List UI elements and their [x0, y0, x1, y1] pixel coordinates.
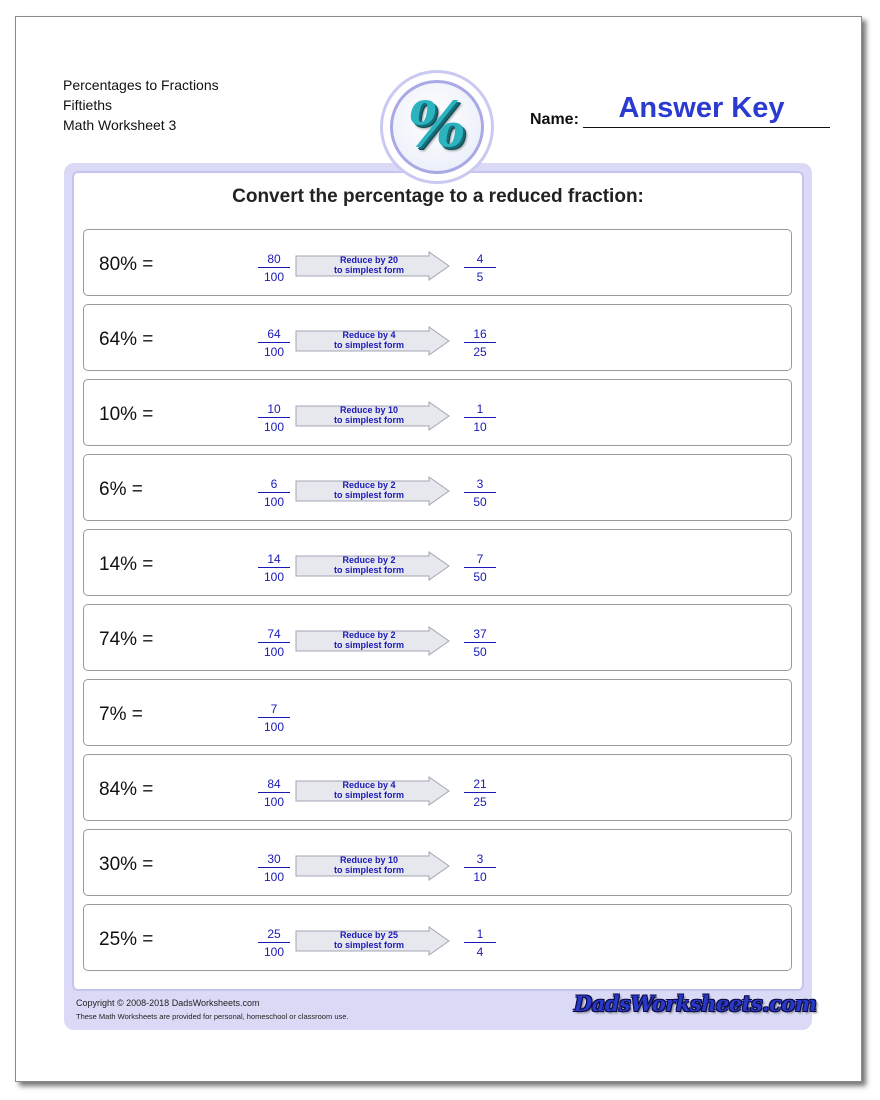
simplest-form-label: to simplest form	[333, 265, 404, 275]
percent-emblem-inner	[390, 80, 484, 174]
reduce-by-label: Reduce by 2	[342, 480, 396, 490]
answer-fraction-numerator: 16	[473, 327, 487, 341]
given-fraction-denominator: 100	[263, 495, 285, 509]
given-fraction-bar	[258, 267, 290, 268]
problem-row	[83, 229, 792, 296]
given-fraction	[258, 252, 290, 284]
worksheet-subtitle: Fiftieths	[63, 97, 113, 113]
answer-fraction-denominator: 50	[473, 645, 487, 659]
reduce-instruction	[295, 930, 443, 950]
answer-fraction-numerator: 1	[476, 927, 484, 941]
simplest-form-label: to simplest form	[333, 490, 404, 500]
answer-fraction-numerator: 4	[476, 252, 484, 266]
answer-fraction-bar	[464, 942, 496, 943]
given-fraction-bar	[258, 792, 290, 793]
reduce-by-label: Reduce by 4	[342, 780, 396, 790]
problem-row	[83, 754, 792, 821]
answer-fraction-bar	[464, 267, 496, 268]
given-fraction-numerator: 25	[267, 927, 281, 941]
answer-fraction	[464, 852, 496, 884]
brand-logo: DadsWorksheets.com	[574, 991, 817, 1016]
given-fraction	[258, 477, 290, 509]
given-fraction-denominator: 100	[263, 795, 285, 809]
given-fraction-numerator: 14	[267, 552, 281, 566]
reduce-instruction	[295, 480, 443, 500]
problem-prompt: 7% =	[99, 704, 143, 725]
answer-fraction	[464, 627, 496, 659]
answer-fraction-bar	[464, 417, 496, 418]
problem-prompt: 25% =	[99, 929, 154, 950]
given-fraction-bar	[258, 492, 290, 493]
problem-prompt: 14% =	[99, 554, 154, 575]
worksheet-title: Percentages to Fractions	[63, 77, 219, 93]
answer-fraction	[464, 927, 496, 959]
reduce-instruction	[295, 855, 443, 875]
answer-fraction-numerator: 1	[476, 402, 484, 416]
simplest-form-label: to simplest form	[333, 790, 404, 800]
problem-prompt: 74% =	[99, 629, 154, 650]
answer-fraction-numerator: 7	[476, 552, 484, 566]
problem-row	[83, 529, 792, 596]
reduce-by-label: Reduce by 2	[342, 555, 396, 565]
answer-fraction-denominator: 5	[476, 270, 484, 284]
answer-fraction-denominator: 50	[473, 495, 487, 509]
answer-fraction-denominator: 4	[476, 945, 484, 959]
given-fraction	[258, 627, 290, 659]
answer-fraction-bar	[464, 642, 496, 643]
reduce-by-label: Reduce by 20	[339, 255, 399, 265]
problem-row	[83, 304, 792, 371]
given-fraction-denominator: 100	[263, 570, 285, 584]
reduce-by-label: Reduce by 2	[342, 630, 396, 640]
answer-key-text: Answer Key	[618, 92, 785, 124]
given-fraction-bar	[258, 717, 290, 718]
given-fraction	[258, 327, 290, 359]
given-fraction-bar	[258, 642, 290, 643]
problem-row	[83, 904, 792, 971]
instructions: Convert the percentage to a reduced fraction:	[232, 186, 644, 207]
answer-fraction-denominator: 25	[473, 345, 487, 359]
reduce-instruction	[295, 555, 443, 575]
simplest-form-label: to simplest form	[333, 340, 404, 350]
given-fraction-denominator: 100	[263, 645, 285, 659]
given-fraction-bar	[258, 867, 290, 868]
reduce-instruction	[295, 405, 443, 425]
reduce-by-label: Reduce by 10	[339, 405, 399, 415]
answer-fraction-bar	[464, 567, 496, 568]
answer-fraction	[464, 477, 496, 509]
problem-prompt: 64% =	[99, 329, 154, 350]
answer-fraction-denominator: 50	[473, 570, 487, 584]
answer-fraction-denominator: 10	[473, 870, 487, 884]
name-underline	[583, 127, 830, 128]
worksheet-number: Math Worksheet 3	[63, 117, 177, 133]
problem-prompt: 30% =	[99, 854, 154, 875]
reduce-by-label: Reduce by 4	[342, 330, 396, 340]
name-label: Name:	[530, 111, 579, 128]
given-fraction	[258, 927, 290, 959]
given-fraction-denominator: 100	[263, 720, 285, 734]
answer-fraction	[464, 327, 496, 359]
given-fraction-numerator: 7	[270, 702, 278, 716]
answer-fraction	[464, 777, 496, 809]
given-fraction-denominator: 100	[263, 870, 285, 884]
given-fraction	[258, 402, 290, 434]
answer-fraction-denominator: 10	[473, 420, 487, 434]
given-fraction-numerator: 80	[267, 252, 281, 266]
answer-fraction	[464, 402, 496, 434]
answer-fraction-bar	[464, 492, 496, 493]
answer-fraction-numerator: 37	[473, 627, 487, 641]
given-fraction-denominator: 100	[263, 420, 285, 434]
given-fraction-denominator: 100	[263, 345, 285, 359]
given-fraction-numerator: 10	[267, 402, 281, 416]
given-fraction-bar	[258, 567, 290, 568]
answer-fraction-numerator: 21	[473, 777, 487, 791]
problem-row	[83, 379, 792, 446]
given-fraction-bar	[258, 942, 290, 943]
given-fraction-denominator: 100	[263, 270, 285, 284]
percent-icon: %	[407, 88, 467, 161]
footer-note: These Math Worksheets are provided for personal, homeschool or classroom use.	[76, 1012, 349, 1021]
footer-copyright: Copyright © 2008-2018 DadsWorksheets.com	[76, 998, 260, 1008]
given-fraction-numerator: 84	[267, 777, 281, 791]
given-fraction-numerator: 6	[270, 477, 278, 491]
answer-fraction	[464, 252, 496, 284]
answer-fraction-denominator: 25	[473, 795, 487, 809]
given-fraction-bar	[258, 417, 290, 418]
problem-row	[83, 679, 792, 746]
problem-row	[83, 829, 792, 896]
answer-fraction-bar	[464, 792, 496, 793]
given-fraction-bar	[258, 342, 290, 343]
problem-prompt: 6% =	[99, 479, 143, 500]
answer-fraction-numerator: 3	[476, 477, 484, 491]
simplest-form-label: to simplest form	[333, 865, 404, 875]
reduce-instruction	[295, 255, 443, 275]
given-fraction	[258, 852, 290, 884]
percent-emblem	[380, 70, 494, 184]
given-fraction-numerator: 74	[267, 627, 281, 641]
given-fraction-denominator: 100	[263, 945, 285, 959]
reduce-instruction	[295, 630, 443, 650]
reduce-by-label: Reduce by 10	[339, 855, 399, 865]
simplest-form-label: to simplest form	[333, 415, 404, 425]
given-fraction-numerator: 64	[267, 327, 281, 341]
given-fraction	[258, 777, 290, 809]
problem-prompt: 84% =	[99, 779, 154, 800]
given-fraction-numerator: 30	[267, 852, 281, 866]
reduce-instruction	[295, 330, 443, 350]
reduce-instruction	[295, 780, 443, 800]
reduce-by-label: Reduce by 25	[339, 930, 399, 940]
simplest-form-label: to simplest form	[333, 565, 404, 575]
problem-row	[83, 454, 792, 521]
given-fraction	[258, 552, 290, 584]
given-fraction	[258, 702, 290, 734]
answer-fraction-bar	[464, 342, 496, 343]
simplest-form-label: to simplest form	[333, 640, 404, 650]
answer-fraction	[464, 552, 496, 584]
problem-prompt: 80% =	[99, 254, 154, 275]
problem-row	[83, 604, 792, 671]
simplest-form-label: to simplest form	[333, 940, 404, 950]
answer-fraction-numerator: 3	[476, 852, 484, 866]
problem-prompt: 10% =	[99, 404, 154, 425]
answer-fraction-bar	[464, 867, 496, 868]
